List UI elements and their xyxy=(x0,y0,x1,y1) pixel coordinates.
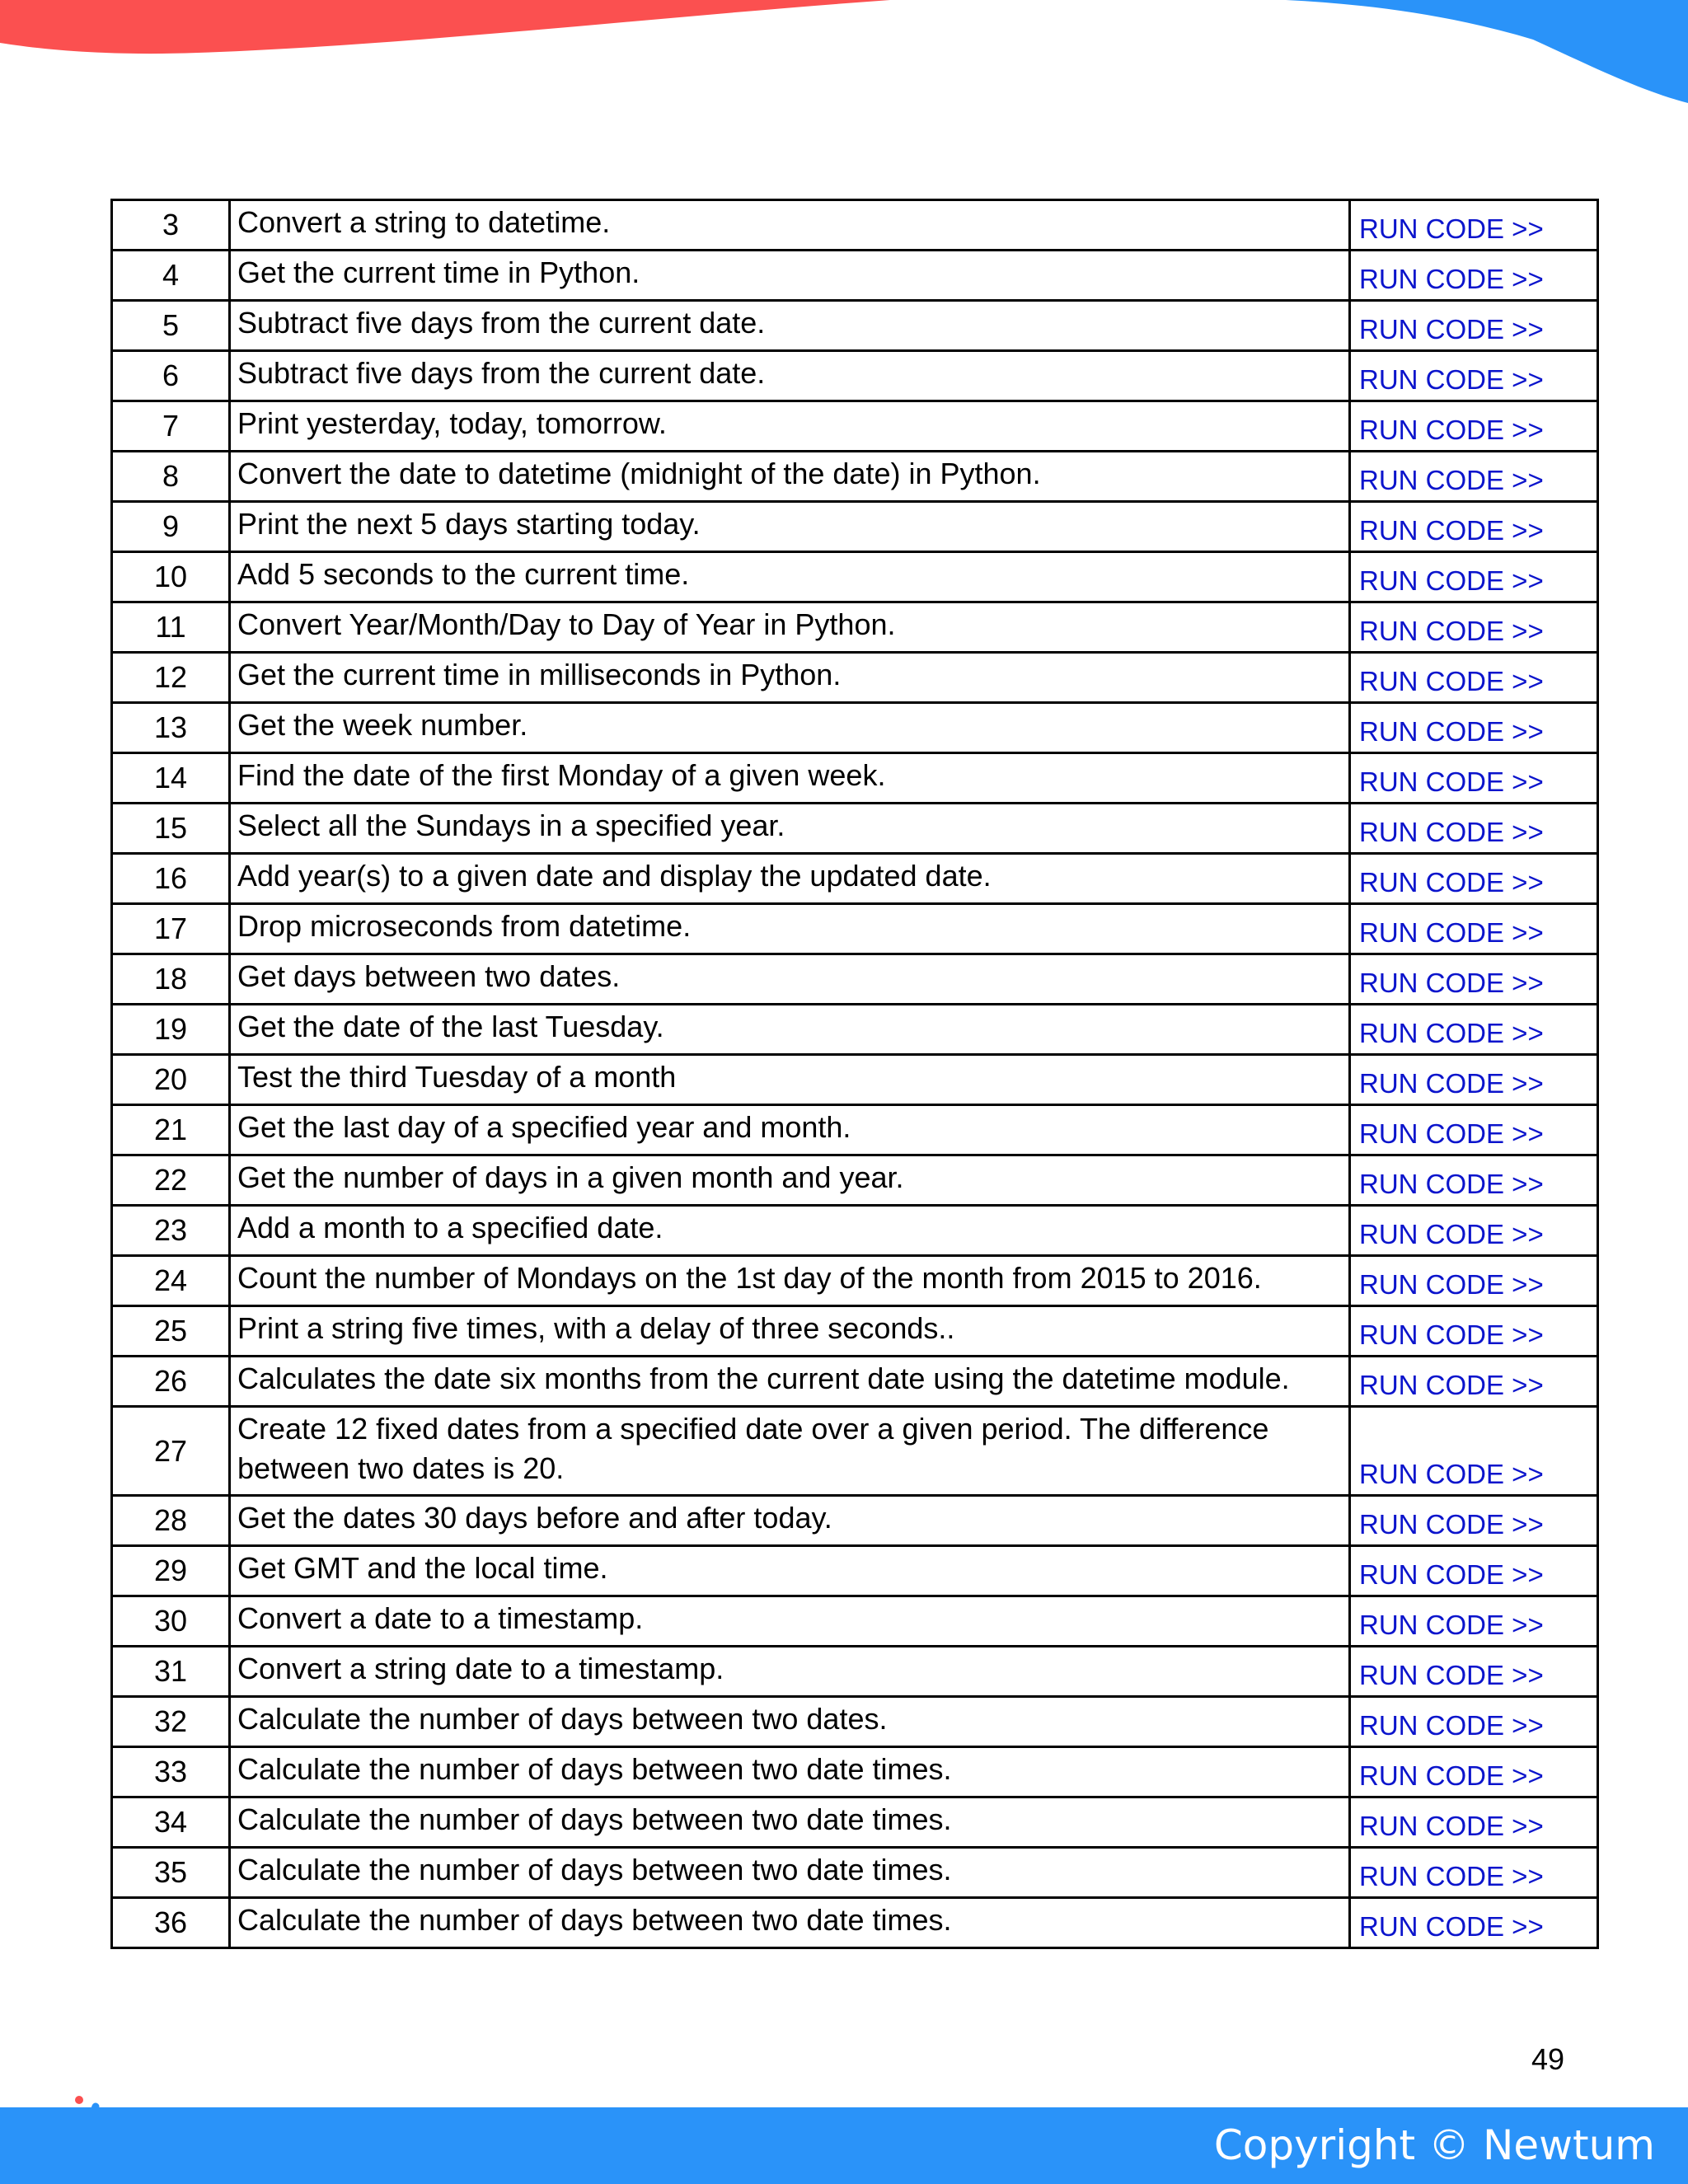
table-row xyxy=(112,1407,1598,1496)
table-row xyxy=(112,351,1598,401)
run-code-link[interactable]: RUN CODE >> xyxy=(1350,602,1598,653)
row-number: 11 xyxy=(112,602,230,653)
table-row xyxy=(112,1256,1598,1306)
run-code-link[interactable]: RUN CODE >> xyxy=(1350,1055,1598,1105)
programs-table xyxy=(110,199,1599,1949)
row-number: 32 xyxy=(112,1697,230,1747)
table-row xyxy=(112,1797,1598,1848)
table-row xyxy=(112,954,1598,1005)
table-row xyxy=(112,1546,1598,1596)
run-code-link[interactable]: RUN CODE >> xyxy=(1350,804,1598,854)
task-description: Drop microseconds from datetime. xyxy=(230,904,1350,954)
run-code-link[interactable]: RUN CODE >> xyxy=(1350,251,1598,301)
top-wave-decoration xyxy=(0,0,1688,115)
run-code-link[interactable]: RUN CODE >> xyxy=(1350,1005,1598,1055)
row-number: 4 xyxy=(112,251,230,301)
table-row xyxy=(112,602,1598,653)
table-row xyxy=(112,1496,1598,1546)
row-number: 23 xyxy=(112,1206,230,1256)
table-row xyxy=(112,251,1598,301)
row-number: 7 xyxy=(112,401,230,452)
task-description: Print a string five times, with a delay of three seconds.. xyxy=(230,1306,1350,1357)
run-code-link[interactable]: RUN CODE >> xyxy=(1350,351,1598,401)
task-description: Select all the Sundays in a specified year. xyxy=(230,804,1350,854)
run-code-link[interactable]: RUN CODE >> xyxy=(1350,452,1598,502)
row-number: 17 xyxy=(112,904,230,954)
run-code-link[interactable]: RUN CODE >> xyxy=(1350,1256,1598,1306)
table-row xyxy=(112,1155,1598,1206)
table-row xyxy=(112,1898,1598,1948)
table-row xyxy=(112,452,1598,502)
run-code-link[interactable]: RUN CODE >> xyxy=(1350,502,1598,552)
table-row xyxy=(112,804,1598,854)
table-row xyxy=(112,1055,1598,1105)
run-code-link[interactable]: RUN CODE >> xyxy=(1350,904,1598,954)
table-row xyxy=(112,301,1598,351)
run-code-link[interactable]: RUN CODE >> xyxy=(1350,1206,1598,1256)
task-description: Get the number of days in a given month and year. xyxy=(230,1155,1350,1206)
task-description: Subtract five days from the current date. xyxy=(230,351,1350,401)
run-code-link[interactable]: RUN CODE >> xyxy=(1350,1898,1598,1948)
table-row xyxy=(112,1747,1598,1797)
table-row xyxy=(112,1647,1598,1697)
table-row xyxy=(112,1848,1598,1898)
task-description: Print yesterday, today, tomorrow. xyxy=(230,401,1350,452)
task-description: Get GMT and the local time. xyxy=(230,1546,1350,1596)
run-code-link[interactable]: RUN CODE >> xyxy=(1350,753,1598,804)
row-number: 27 xyxy=(112,1407,230,1496)
task-description: Get days between two dates. xyxy=(230,954,1350,1005)
task-description: Convert the date to datetime (midnight of the date) in Python. xyxy=(230,452,1350,502)
task-description: Convert Year/Month/Day to Day of Year in Python. xyxy=(230,602,1350,653)
row-number: 6 xyxy=(112,351,230,401)
run-code-link[interactable]: RUN CODE >> xyxy=(1350,1357,1598,1407)
row-number: 31 xyxy=(112,1647,230,1697)
row-number: 9 xyxy=(112,502,230,552)
table-row xyxy=(112,1206,1598,1256)
row-number: 22 xyxy=(112,1155,230,1206)
task-description: Calculate the number of days between two date times. xyxy=(230,1848,1350,1898)
row-number: 29 xyxy=(112,1546,230,1596)
table-row xyxy=(112,200,1598,251)
run-code-link[interactable]: RUN CODE >> xyxy=(1350,1105,1598,1155)
row-number: 5 xyxy=(112,301,230,351)
table-row xyxy=(112,1357,1598,1407)
run-code-link[interactable]: RUN CODE >> xyxy=(1350,401,1598,452)
run-code-link[interactable]: RUN CODE >> xyxy=(1350,1496,1598,1546)
task-description: Get the date of the last Tuesday. xyxy=(230,1005,1350,1055)
row-number: 33 xyxy=(112,1747,230,1797)
row-number: 16 xyxy=(112,854,230,904)
row-number: 24 xyxy=(112,1256,230,1306)
table-row xyxy=(112,703,1598,753)
task-description: Find the date of the first Monday of a given week. xyxy=(230,753,1350,804)
table-row xyxy=(112,1306,1598,1357)
task-description: Add year(s) to a given date and display the updated date. xyxy=(230,854,1350,904)
task-description: Calculates the date six months from the current date using the datetime module. xyxy=(230,1357,1350,1407)
table-row xyxy=(112,904,1598,954)
row-number: 25 xyxy=(112,1306,230,1357)
run-code-link[interactable]: RUN CODE >> xyxy=(1350,653,1598,703)
task-description: Get the last day of a specified year and month. xyxy=(230,1105,1350,1155)
task-description: Calculate the number of days between two date times. xyxy=(230,1898,1350,1948)
run-code-link[interactable]: RUN CODE >> xyxy=(1350,954,1598,1005)
task-description: Add a month to a specified date. xyxy=(230,1206,1350,1256)
table-row xyxy=(112,552,1598,602)
row-number: 18 xyxy=(112,954,230,1005)
task-description: Convert a string date to a timestamp. xyxy=(230,1647,1350,1697)
run-code-link[interactable]: RUN CODE >> xyxy=(1350,1848,1598,1898)
row-number: 35 xyxy=(112,1848,230,1898)
run-code-link[interactable]: RUN CODE >> xyxy=(1350,703,1598,753)
table-row xyxy=(112,1697,1598,1747)
task-description: Calculate the number of days between two date times. xyxy=(230,1747,1350,1797)
run-code-link[interactable]: RUN CODE >> xyxy=(1350,1647,1598,1697)
table-row xyxy=(112,502,1598,552)
row-number: 30 xyxy=(112,1596,230,1647)
row-number: 10 xyxy=(112,552,230,602)
run-code-link[interactable]: RUN CODE >> xyxy=(1350,301,1598,351)
table-row xyxy=(112,753,1598,804)
row-number: 20 xyxy=(112,1055,230,1105)
run-code-link[interactable]: RUN CODE >> xyxy=(1350,200,1598,251)
run-code-link[interactable]: RUN CODE >> xyxy=(1350,1306,1598,1357)
red-wave xyxy=(0,0,890,54)
table-row xyxy=(112,1596,1598,1647)
task-description: Count the number of Mondays on the 1st day of the month from 2015 to 2016. xyxy=(230,1256,1350,1306)
task-description: Subtract five days from the current date. xyxy=(230,301,1350,351)
task-description: Convert a date to a timestamp. xyxy=(230,1596,1350,1647)
table-row xyxy=(112,401,1598,452)
task-description: Get the week number. xyxy=(230,703,1350,753)
programs-table-container xyxy=(110,199,1597,1949)
blue-wave xyxy=(1286,0,1688,103)
table-row xyxy=(112,1105,1598,1155)
task-description: Print the next 5 days starting today. xyxy=(230,502,1350,552)
table-row xyxy=(112,1005,1598,1055)
run-code-link[interactable]: RUN CODE >> xyxy=(1350,1407,1598,1496)
run-code-link[interactable]: RUN CODE >> xyxy=(1350,1155,1598,1206)
task-description: Calculate the number of days between two date times. xyxy=(230,1797,1350,1848)
row-number: 28 xyxy=(112,1496,230,1546)
programs-table-body xyxy=(112,200,1598,1948)
row-number: 19 xyxy=(112,1005,230,1055)
task-description: Get the current time in milliseconds in Python. xyxy=(230,653,1350,703)
task-description: Create 12 fixed dates from a specified date over a given period. The difference between two dates is 20. xyxy=(230,1407,1350,1496)
task-description: Get the dates 30 days before and after today. xyxy=(230,1496,1350,1546)
run-code-link[interactable]: RUN CODE >> xyxy=(1350,1747,1598,1797)
row-number: 21 xyxy=(112,1105,230,1155)
row-number: 15 xyxy=(112,804,230,854)
page-number: 49 xyxy=(1531,2042,1564,2076)
task-description: Calculate the number of days between two dates. xyxy=(230,1697,1350,1747)
row-number: 12 xyxy=(112,653,230,703)
row-number: 3 xyxy=(112,200,230,251)
run-code-link[interactable]: RUN CODE >> xyxy=(1350,1797,1598,1848)
table-row xyxy=(112,854,1598,904)
task-description: Test the third Tuesday of a month xyxy=(230,1055,1350,1105)
run-code-link[interactable]: RUN CODE >> xyxy=(1350,552,1598,602)
row-number: 36 xyxy=(112,1898,230,1948)
copyright-text: Copyright © Newtum xyxy=(1213,2121,1655,2169)
task-description: Get the current time in Python. xyxy=(230,251,1350,301)
row-number: 26 xyxy=(112,1357,230,1407)
run-code-link[interactable]: RUN CODE >> xyxy=(1350,1697,1598,1747)
task-description: Convert a string to datetime. xyxy=(230,200,1350,251)
row-number: 8 xyxy=(112,452,230,502)
task-description: Add 5 seconds to the current time. xyxy=(230,552,1350,602)
row-number: 14 xyxy=(112,753,230,804)
row-number: 34 xyxy=(112,1797,230,1848)
row-number: 13 xyxy=(112,703,230,753)
table-row xyxy=(112,653,1598,703)
run-code-link[interactable]: RUN CODE >> xyxy=(1350,1546,1598,1596)
run-code-link[interactable]: RUN CODE >> xyxy=(1350,854,1598,904)
run-code-link[interactable]: RUN CODE >> xyxy=(1350,1596,1598,1647)
